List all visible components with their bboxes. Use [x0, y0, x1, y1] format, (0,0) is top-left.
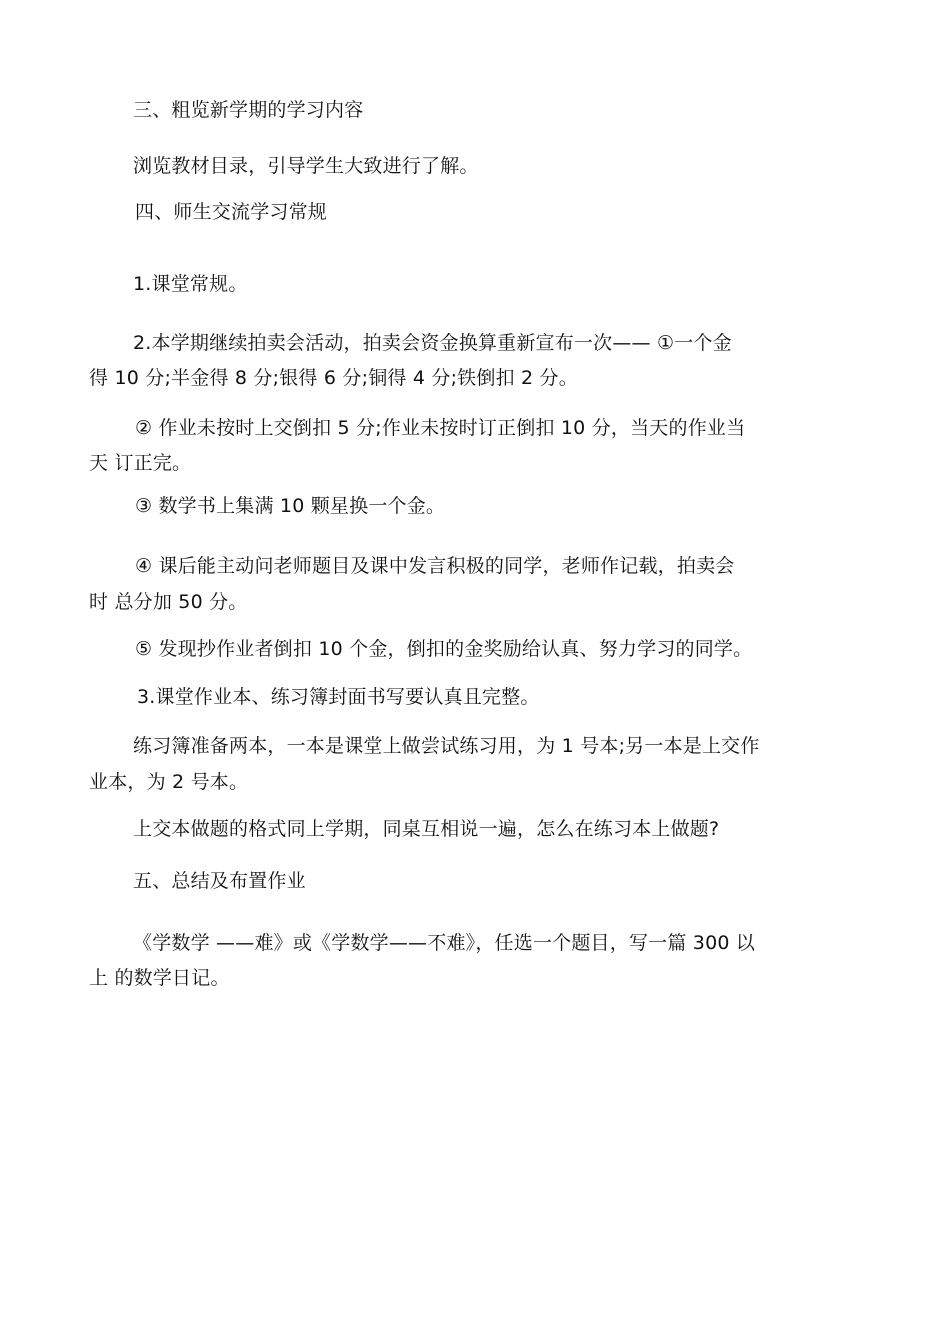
paragraph-homework-line-1: 《学数学 ——难》或《学数学——不难》，任选一个题目，写一篇 300 以: [133, 932, 756, 954]
rule-4-line-2: 时 总分加 50 分。: [89, 591, 248, 613]
paragraph-browse-contents: 浏览教材目录，引导学生大致进行了解。: [133, 155, 479, 177]
item-auction-line-2: 得 10 分;半金得 8 分;银得 6 分;铜得 4 分;铁倒扣 2 分。: [89, 367, 578, 389]
item-auction-line-1: 2.本学期继续拍卖会活动，拍卖会资金换算重新宣布一次—— ①一个金: [133, 332, 732, 354]
rule-3: ③ 数学书上集满 10 颗星换一个金。: [135, 495, 446, 517]
rule-2-line-1: ② 作业未按时上交倒扣 5 分;作业未按时订正倒扣 10 分，当天的作业当: [135, 417, 746, 439]
paragraph-homework-line-2: 上 的数学日记。: [89, 967, 230, 989]
item-classroom-rules: 1.课堂常规。: [133, 273, 248, 295]
rule-2-line-2: 天 订正完。: [89, 452, 192, 474]
paragraph-notebooks-line-1: 练习簿准备两本，一本是课堂上做尝试练习用，为 1 号本;另一本是上交作: [133, 735, 760, 757]
section-heading-4: 四、师生交流学习常规: [135, 201, 328, 223]
item-notebook-cover: 3.课堂作业本、练习簿封面书写要认真且完整。: [137, 686, 540, 708]
rule-5: ⑤ 发现抄作业者倒扣 10 个金，倒扣的金奖励给认真、努力学习的同学。: [135, 638, 753, 660]
rule-4-line-1: ④ 课后能主动问老师题目及课中发言积极的同学，老师作记载，拍卖会: [135, 555, 735, 577]
section-heading-5: 五、总结及布置作业: [133, 870, 306, 892]
paragraph-notebooks-line-2: 业本，为 2 号本。: [89, 771, 249, 793]
section-heading-3: 三、粗览新学期的学习内容: [133, 99, 364, 121]
paragraph-format: 上交本做题的格式同上学期，同桌互相说一遍，怎么在练习本上做题?: [133, 818, 720, 840]
